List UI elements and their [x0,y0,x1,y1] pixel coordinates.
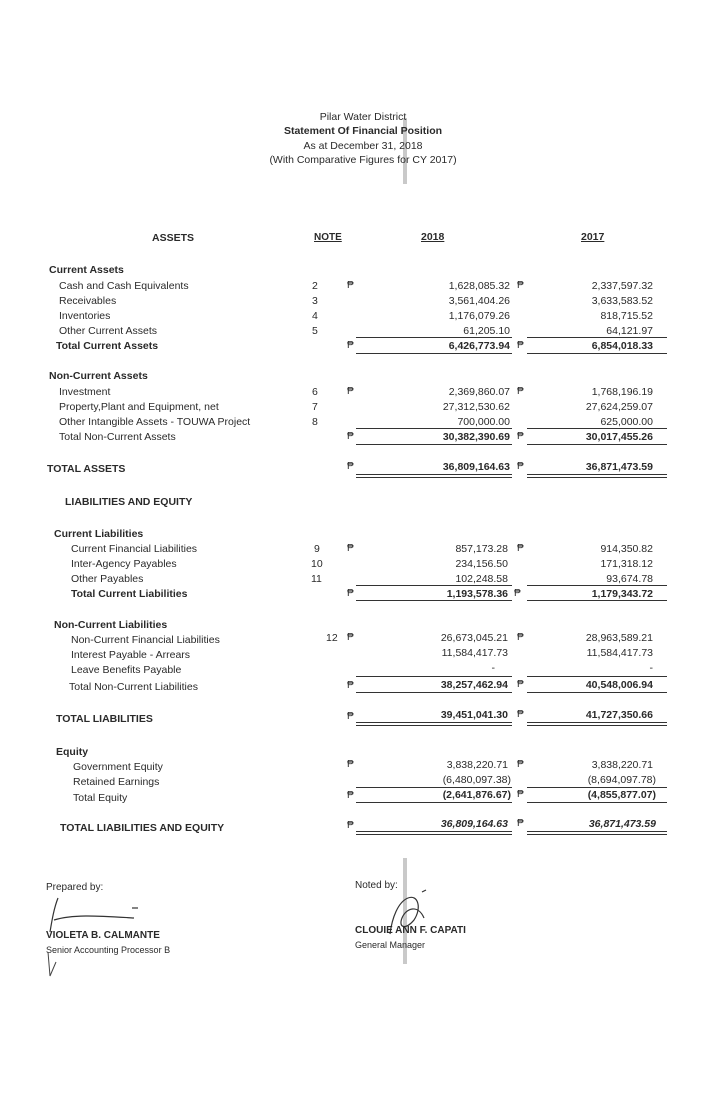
row-label: Non-Current Financial Liabilities [71,634,220,646]
equity-heading: Equity [56,746,89,758]
total-rule [356,444,512,445]
total-label: Total Current Liabilities [71,588,188,600]
value-2018: 102,248.58 [455,573,508,585]
total-assets-2018: 36,809,164.63 [442,461,510,473]
current-assets-heading: Current Assets [49,264,124,276]
signature-tail [44,950,60,980]
statement-title: Statement Of Financial Position [283,125,443,137]
prepared-by-title: Senior Accounting Processor B [46,945,171,955]
row-label: Government Equity [73,761,163,773]
total-2018: 6,426,773.94 [448,340,510,352]
total-rule [527,802,667,803]
total-2018: 1,193,578.36 [446,588,508,600]
value-2018: 61,205.10 [463,325,510,337]
peso-sign: ₱ [517,543,524,554]
noted-by-label: Noted by: [355,880,398,891]
peso-sign: ₱ [347,632,354,643]
peso-sign: ₱ [517,461,524,472]
subtotal-rule [356,787,512,788]
total-2017: 40,548,006.94 [585,679,653,691]
peso-sign: ₱ [347,680,354,691]
noted-by-title: General Manager [355,940,426,950]
prepared-by-label: Prepared by: [46,882,104,893]
peso-sign: ₱ [517,759,524,770]
row-note: 6 [312,386,318,398]
row-label: Retained Earnings [73,776,160,788]
value-2017: 11,584,417.73 [586,647,653,659]
peso-sign: ₱ [347,461,354,472]
liabilities-equity-heading: LIABILITIES AND EQUITY [65,496,193,508]
value-2017: - [649,662,653,674]
total-rule [527,353,667,354]
peso-sign: ₱ [347,711,354,722]
value-2017: 625,000.00 [600,416,653,428]
total-label: Total Current Assets [56,340,159,352]
value-2017: 2,337,597.32 [591,280,653,292]
note-column-header: NOTE [314,232,342,243]
assets-heading: ASSETS [152,232,195,244]
total-rule [356,692,512,693]
noncurrent-liabilities-heading: Non-Current Liabilities [54,619,168,631]
value-2018: 27,312,530.62 [442,401,510,413]
subtotal-rule [356,428,512,429]
double-rule [356,831,512,835]
value-2018: 234,156.50 [455,558,508,570]
value-2017: 1,768,196.19 [591,386,653,398]
total-2017: (4,855,877.07) [587,789,656,801]
subtotal-rule [527,676,667,677]
year-2018-column-header: 2018 [421,231,445,243]
peso-sign: ₱ [347,588,354,599]
total-liab-equity-2017: 36,871,473.59 [588,818,656,830]
peso-sign: ₱ [514,588,521,599]
row-note: 8 [312,416,318,428]
value-2017: 914,350.82 [600,543,653,555]
total-2018: (2,641,876.67) [442,789,511,801]
row-note: 9 [314,543,320,555]
subtotal-rule [527,337,667,338]
value-2018: - [491,662,495,674]
peso-sign: ₱ [347,431,354,442]
total-assets-label: TOTAL ASSETS [47,463,126,475]
statement-date: As at December 31, 2018 [303,140,423,152]
peso-sign: ₱ [517,431,524,442]
total-assets-2017: 36,871,473.59 [585,461,653,473]
value-2018: 1,628,085.32 [448,280,510,292]
value-2017: 27,624,259.07 [585,401,653,413]
row-note: 11 [311,573,322,585]
value-2018: 2,369,860.07 [448,386,510,398]
value-2017: 28,963,589.21 [585,632,653,644]
total-liabilities-2017: 41,727,350.66 [585,709,653,721]
peso-sign: ₱ [517,280,524,291]
row-note: 7 [312,401,318,413]
row-label: Other Intangible Assets - TOUWA Project [59,416,251,428]
value-2017: 3,838,220.71 [591,759,653,771]
current-liabilities-heading: Current Liabilities [54,528,144,540]
value-2017: 171,318.12 [600,558,653,570]
value-2018: 3,838,220.71 [446,759,508,771]
subtotal-rule [356,337,512,338]
total-liabilities-2018: 39,451,041.30 [440,709,508,721]
row-label: Property,Plant and Equipment, net [59,401,219,413]
subtotal-rule [356,585,512,586]
total-liab-equity-label: TOTAL LIABILITIES AND EQUITY [60,822,225,834]
total-rule [356,600,512,601]
row-note: 3 [312,295,318,307]
peso-sign: ₱ [517,632,524,643]
subtotal-rule [527,585,667,586]
row-note: 12 [326,632,338,644]
total-label: Total Non-Current Liabilities [69,681,198,693]
peso-sign: ₱ [517,789,524,800]
row-label: Leave Benefits Payable [71,664,182,676]
prepared-signature [44,890,154,935]
total-2018: 30,382,390.69 [442,431,510,443]
subtotal-rule [527,428,667,429]
double-rule [527,474,667,478]
peso-sign: ₱ [347,386,354,397]
row-label: Cash and Cash Equivalents [59,280,189,292]
year-2017-column-header: 2017 [581,231,605,243]
entity-name: Pilar Water District [319,111,407,123]
row-label: Investment [59,386,111,398]
value-2018: 3,561,404.26 [448,295,510,307]
row-label: Inventories [59,310,111,322]
value-2017: (8,694,097.78) [587,774,656,786]
value-2018: 11,584,417.73 [441,647,508,659]
value-2018: (6,480,097.38) [442,774,511,786]
value-2018: 700,000.00 [457,416,510,428]
row-label: Inter-Agency Payables [71,558,177,570]
row-label: Interest Payable - Arrears [71,649,191,661]
value-2017: 3,633,583.52 [591,295,653,307]
value-2018: 1,176,079.26 [448,310,510,322]
peso-sign: ₱ [347,280,354,291]
row-note: 2 [312,280,318,292]
peso-sign: ₱ [517,679,524,690]
value-2018: 857,173.28 [455,543,508,555]
total-liabilities-label: TOTAL LIABILITIES [56,713,153,725]
peso-sign: ₱ [347,759,354,770]
peso-sign: ₱ [347,340,354,351]
double-rule [356,722,512,726]
value-2018: 26,673,045.21 [440,632,508,644]
subtotal-rule [356,676,512,677]
double-rule [356,474,512,478]
total-2017: 1,179,343.72 [591,588,653,600]
double-rule [527,722,667,726]
row-label: Current Financial Liabilities [71,543,198,555]
peso-sign: ₱ [347,790,354,801]
total-rule [356,802,512,803]
comparative-note: (With Comparative Figures for CY 2017) [269,154,457,166]
value-2017: 818,715.52 [600,310,653,322]
total-rule [527,444,667,445]
row-note: 4 [312,310,318,322]
row-note: 10 [311,558,323,570]
total-rule [527,692,667,693]
noted-by-name: CLOUIE ANN F. CAPATI [355,925,466,936]
peso-sign: ₱ [517,340,524,351]
peso-sign: ₱ [347,820,354,831]
total-2018: 38,257,462.94 [440,679,508,691]
peso-sign: ₱ [517,818,524,829]
value-2017: 64,121.97 [606,325,653,337]
peso-sign: ₱ [347,543,354,554]
row-note: 5 [312,325,318,337]
total-2017: 6,854,018.33 [591,340,653,352]
total-rule [527,600,667,601]
row-label: Receivables [59,295,117,307]
subtotal-rule [527,787,667,788]
total-label: Total Equity [73,792,128,804]
row-label: Other Payables [71,573,144,585]
noncurrent-assets-heading: Non-Current Assets [49,370,148,382]
total-rule [356,353,512,354]
peso-sign: ₱ [517,386,524,397]
total-liab-equity-2018: 36,809,164.63 [440,818,508,830]
total-label: Total Non-Current Assets [59,431,176,443]
double-rule [527,831,667,835]
row-label: Other Current Assets [59,325,158,337]
peso-sign: ₱ [517,709,524,720]
total-2017: 30,017,455.26 [585,431,653,443]
value-2017: 93,674.78 [606,573,653,585]
prepared-by-name: VIOLETA B. CALMANTE [46,930,160,941]
